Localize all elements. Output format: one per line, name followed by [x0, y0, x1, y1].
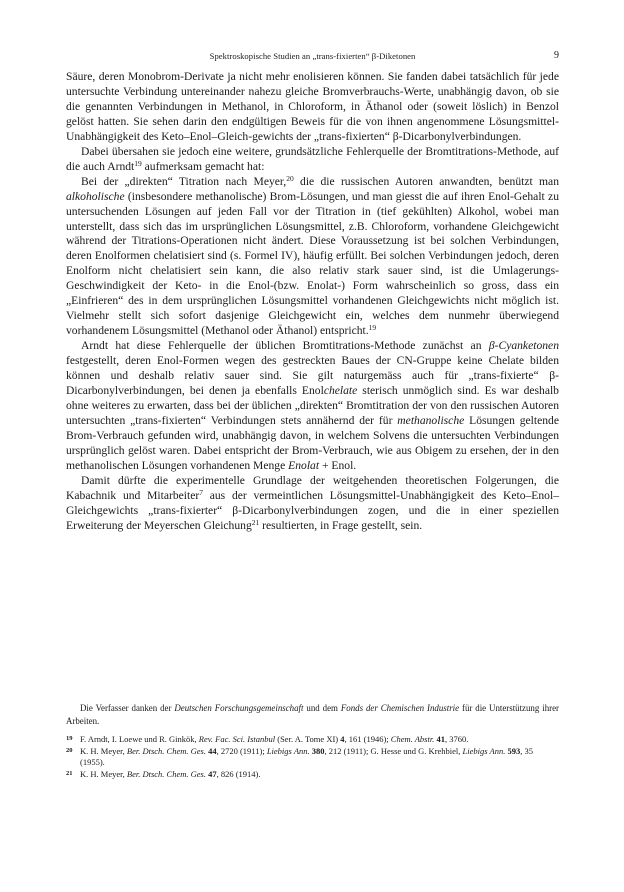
- footnote-marker: 19: [66, 735, 73, 742]
- journal-name: Rev. Fac. Sci. Istanbul: [198, 734, 276, 744]
- text-run: , 826 (1914).: [216, 768, 261, 779]
- running-title: Spektroskopische Studien an „trans-fixierten“ β-Diketonen: [209, 51, 416, 61]
- italic-term: Fonds der Chemischen Industrie: [340, 703, 460, 713]
- journal-name: Chem. Abstr.: [390, 734, 435, 744]
- footnotes: [66, 734, 559, 780]
- italic-term: β-Cyanketonen: [488, 339, 559, 353]
- volume: 4: [340, 734, 345, 744]
- volume: 593: [507, 745, 521, 756]
- text-run: aus der vermeintlichen Lösungsmittel-Unabhängigkeit des Keto–Enol–Gleichgewichts „trans-fixierter“ β-Dicarbonylverbindungen zogen, und die in einer speziellen Erweiterung der Meyerschen Gleichung: [66, 488, 559, 532]
- journal-name: Ber. Dtsch. Chem. Ges.: [126, 768, 206, 779]
- text-run: , 3760.: [444, 734, 469, 744]
- text-run: F. Arndt, I. Loewe und R. Ginkök,: [80, 734, 199, 744]
- footnote-ref: 21: [251, 517, 260, 527]
- text-run: , 2720 (1911);: [216, 745, 267, 756]
- journal-name: Ber. Dtsch. Chem. Ges.: [126, 745, 206, 756]
- journal-name: Liebigs Ann.: [462, 745, 506, 756]
- text-run: + Enol.: [319, 458, 357, 472]
- footnote: [66, 734, 559, 746]
- text-run: sterisch unmöglich sind. Es war deshalb ohne weiteres zu erwarten, dass bei der üblichen „direkten“ Bromtitration der von den russischen Autoren untersuchten „trans-fixierten“ Verbindungen stets annähernd der für: [66, 384, 559, 427]
- text-run: für die Unterstützung ihrer Arbeiten.: [66, 703, 559, 726]
- text-run: (insbesondere methanolische) Brom-Lösungen, und man giesst die auf ihren Enol-Gehalt zu untersuchenden Lösungen auf jeden Fall vor der Titration in (tief gekühlten) Alkohol, wobei man unterstellt, dass sich das im ursprünglichen Lösungsmittel, z.B. Chloroform, vorhandene Gleichgewicht während der Titrations-Operationen nicht ändert. Diese Voraussetzung ist bei solchen Verbindungen, deren Enolformen chelatisiert sind (s. Formel IV), häufig erfüllt. Bei solchen Verbindungen jedoch, deren Enolform nicht chelatisiert sein kann, die also relativ stark sauer sind, ist die Umlagerungs-Geschwindigkeit der Keto- in die Enol-(bzw. Enolat-) Form wahrscheinlich so gross, dass ein „Einfrieren“ des in dem ursprünglichen Lösungsmittel vorhandenen Gleichgewichts nicht möglich ist. Vielmehr stellt sich sofort dasjenige Gleichgewicht ein, welches dem nunmehr überwiegend vorhandenem Lösungsmittel (Methanol oder Äthanol) entspricht.: [66, 189, 559, 338]
- volume: 380: [311, 745, 325, 756]
- text-run: Säure, deren Monobrom-Derivate ja nicht mehr enolisieren können. Sie fanden dabei tatsächlich für jede untersuchte Verbindung untereinander nahezu gleiche Bromverbrauchs-Werte, unabhängig davon, ob sie die genannten Verbindungen in Methanol, in Chloroform, in Äthanol oder (soweit löslich) in Benzol gelöst hatten. Sie sehen darin den endgültigen Beweis für die von ihnen angenommene Lösungsmittel-Unabhängigkeit des Keto–Enol–Gleich-gewichts der „trans-fixierten“ β-Dicarbonylverbindungen.: [66, 70, 559, 143]
- italic-term: Deutschen Forschungsgemeinschaft: [174, 703, 304, 713]
- paragraph: [66, 474, 559, 534]
- body-text: [66, 70, 559, 534]
- running-header: [66, 49, 559, 63]
- footnote: [66, 746, 559, 769]
- paragraph: [66, 70, 559, 145]
- paragraph: [66, 145, 559, 175]
- footnote-ref: 19: [368, 323, 377, 333]
- journal-name: Liebigs Ann.: [266, 745, 310, 756]
- text-run: , 35 (1955).: [80, 745, 533, 767]
- footnote-ref: 19: [134, 158, 142, 168]
- text-run: Die Verfasser danken der: [80, 703, 175, 713]
- footnote-ref: 20: [286, 173, 294, 183]
- text-run: K. H. Meyer,: [80, 745, 127, 756]
- footnote-marker: 21: [66, 769, 73, 777]
- italic-term: Enolat: [288, 458, 320, 472]
- text-run: die die russischen Autoren anwandten, benützt man: [293, 174, 559, 188]
- italic-term: methanolische: [397, 413, 465, 427]
- text-run: festgestellt, deren Enol-Formen wegen des gestreckten Baues der CN-Gruppe keine Chelate bilden können und deshalb relativ sauer sind. Sie gilt naturgemäss auch für „trans-fixierte“ β-Dicarbonylverbindungen, bei denen ja ebenfalls Enol: [66, 354, 559, 398]
- volume: 44: [208, 745, 217, 756]
- acknowledgement: [66, 702, 559, 727]
- text-run: (Ser. A. Tome XI): [275, 734, 341, 744]
- italic-term: alkoholische: [66, 189, 125, 203]
- text-run: Damit dürfte die experimentelle Grundlage der weitgehenden theoretischen Folgerungen, die Kabachnik und Mitarbeiter: [66, 473, 559, 502]
- paragraph: [66, 339, 559, 474]
- text-run: Dabei übersahen sie jedoch eine weitere, grundsätzliche Fehlerquelle der Bromtitrations-Methode, auf die auch Arndt: [66, 144, 559, 173]
- volume: 41: [436, 734, 445, 744]
- text-run: und dem: [303, 703, 341, 713]
- italic-term: chelate: [323, 384, 358, 398]
- footnote-ref: 7: [199, 487, 203, 497]
- text-run: , 212 (1911); G. Hesse und G. Krehbiel,: [324, 745, 463, 756]
- text-run: Lösungen geltende Brom-Verbrauch gefunden wird, unabhängig davon, in welchem Solvens die untersuchten Verbindungen ursprünglich gelöst waren. Dabei entspricht der Brom-Verbrauch, wie aus Obigem zu ersehen, der in den methanolischen Lösungen vorhandenen Menge: [66, 413, 560, 472]
- footnote: [66, 769, 559, 781]
- text-run: resultierten, in Frage gestellt, sein.: [259, 518, 423, 532]
- page-number: 9: [554, 50, 559, 61]
- text-run: Bei der „direkten“ Titration nach Meyer,: [81, 174, 287, 188]
- paragraph: [66, 175, 559, 339]
- text-run: aufmerksam gemacht hat:: [141, 159, 265, 173]
- footnote-marker: 20: [66, 746, 73, 754]
- text-run: , 161 (1946);: [344, 734, 391, 744]
- text-run: K. H. Meyer,: [80, 768, 127, 779]
- text-run: Arndt hat diese Fehlerquelle der üblichen Bromtitrations-Methode zunächst an: [81, 339, 489, 353]
- volume: 47: [208, 768, 217, 779]
